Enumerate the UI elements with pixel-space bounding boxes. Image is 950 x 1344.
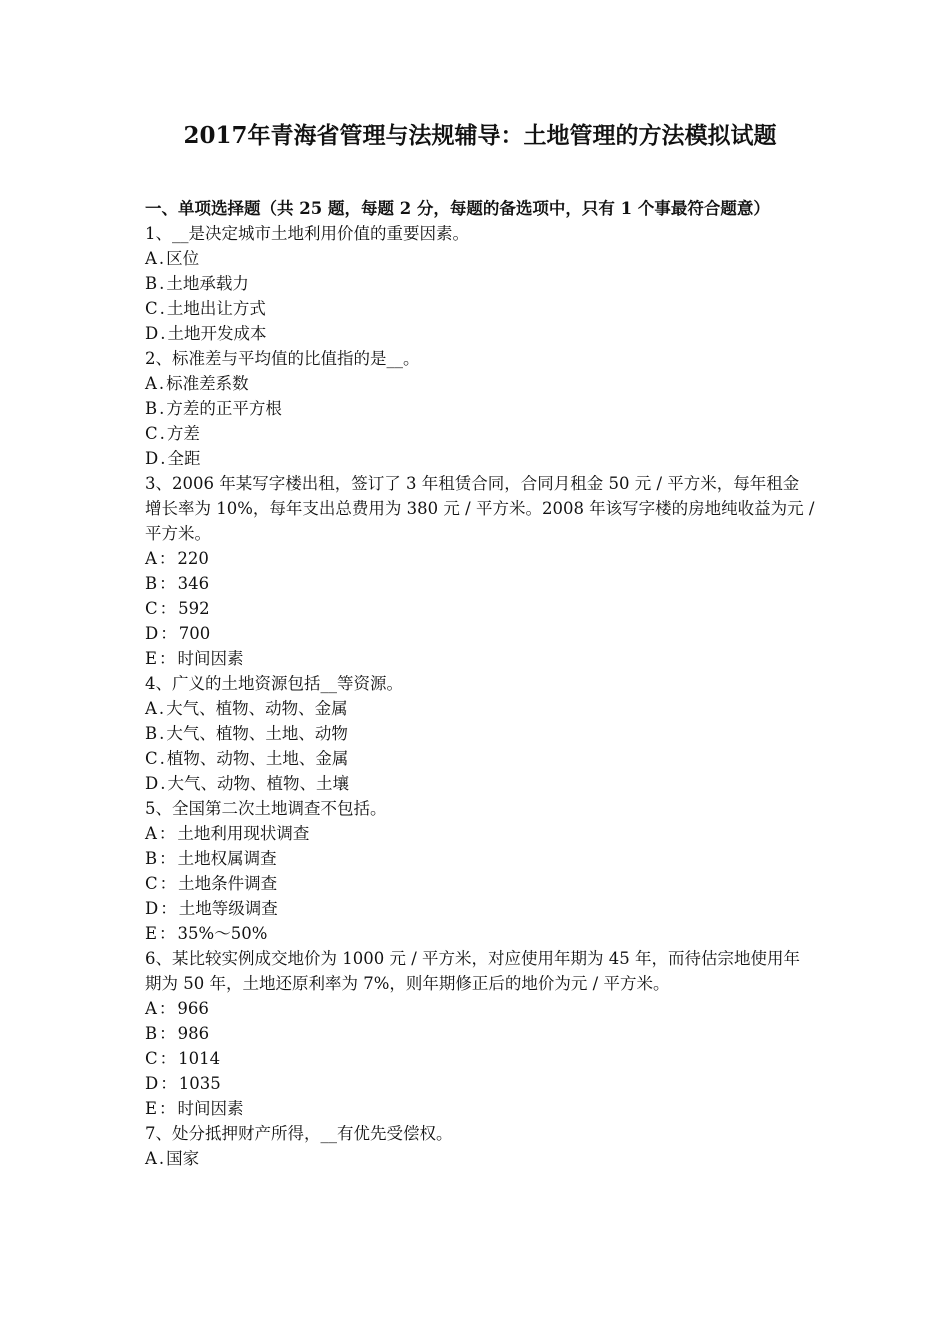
option-text: 方差 (166, 424, 200, 443)
option-letter: D (145, 774, 159, 793)
option-letter: A (145, 374, 157, 393)
question-stem: 4、广义的土地资源包括__等资源。 (145, 674, 403, 693)
option-text: 346 (177, 574, 210, 593)
option-text: 土地出让方式 (166, 299, 266, 318)
option-separator: . (158, 374, 165, 393)
option-separator: . (160, 324, 166, 343)
question-item (145, 346, 815, 471)
option-text: 土地条件调查 (178, 874, 278, 893)
option-text: 1014 (178, 1049, 221, 1068)
option-separator: . (160, 449, 166, 468)
option-separator: ： (160, 1074, 177, 1093)
answer-option (145, 246, 815, 271)
option-separator: ： (159, 599, 177, 618)
option-text: 植物、动物、土地、金属 (166, 749, 349, 768)
question-stem: 6、某比较实例成交地价为 1000 元 / 平方米，对应使用年期为 45 年，而待估宗地使用年期为 50 年，土地还原利率为 7%，则年期修正后的地价为元 / 平方米。 (145, 949, 801, 993)
answer-option (145, 396, 815, 421)
answer-option (145, 646, 815, 671)
option-text: 大气、植物、土地、动物 (166, 724, 348, 743)
option-letter: C (145, 424, 158, 443)
option-letter: D (145, 899, 159, 918)
option-separator: . (159, 274, 165, 293)
option-separator: ： (159, 574, 176, 593)
answer-option (145, 696, 815, 721)
question-stem: 7、处分抵押财产所得，__有优先受偿权。 (145, 1124, 453, 1143)
answer-option (145, 1096, 815, 1121)
section-heading: 一、单项选择题（共 25 题，每题 2 分，每题的备选项中，只有 1 个事最符合题意） (145, 199, 770, 218)
option-letter: A (145, 999, 157, 1018)
document-title: 2017年青海省管理与法规辅导：土地管理的方法模拟试题 (183, 122, 777, 149)
option-letter: E (145, 1099, 158, 1118)
option-letter: A (145, 699, 157, 718)
question-item (145, 471, 815, 671)
option-letter: A (145, 824, 157, 843)
answer-option (145, 996, 815, 1021)
option-text: 966 (177, 999, 209, 1018)
option-text: 35%～50% (177, 924, 268, 943)
option-separator: ： (159, 1024, 176, 1043)
option-letter: B (145, 574, 158, 593)
option-letter: A (145, 1149, 157, 1168)
question-stem: 3、2006 年某写字楼出租，签订了 3 年租赁合同，合同月租金 50 元 / 平方米，每年租金增长率为 10%，每年支出总费用为 380 元 / 平方米。2008 年该写字楼的房地纯收益为元 / 平方米。 (145, 474, 815, 543)
option-letter: C (145, 749, 158, 768)
question-item (145, 1121, 815, 1171)
option-text: 时间因素 (177, 649, 244, 668)
answer-option (145, 546, 815, 571)
option-text: 国家 (166, 1149, 200, 1168)
option-letter: D (145, 449, 159, 468)
option-separator: ： (159, 649, 176, 668)
question-stem: 2、标准差与平均值的比值指的是__。 (145, 349, 420, 368)
option-separator: . (158, 699, 165, 718)
option-separator: . (159, 399, 165, 418)
option-letter: B (145, 274, 158, 293)
question-item (145, 221, 815, 346)
answer-option (145, 1146, 815, 1171)
answer-option (145, 446, 815, 471)
option-letter: B (145, 1024, 158, 1043)
option-text: 标准差系数 (166, 374, 249, 393)
answer-option (145, 1021, 815, 1046)
answer-option (145, 846, 815, 871)
option-separator: . (159, 299, 165, 318)
option-separator: ： (158, 999, 176, 1018)
document-page (145, 120, 815, 1171)
answer-option (145, 321, 815, 346)
option-letter: E (145, 924, 158, 943)
answer-option (145, 921, 815, 946)
option-text: 1035 (178, 1074, 221, 1093)
option-text: 方差的正平方根 (166, 399, 282, 418)
question-stem: 5、全国第二次土地调查不包括。 (145, 799, 387, 818)
question-item (145, 796, 815, 946)
option-separator: ： (159, 924, 176, 943)
option-letter: D (145, 624, 159, 643)
option-separator: . (159, 724, 165, 743)
answer-option (145, 621, 815, 646)
option-letter: B (145, 849, 158, 868)
option-text: 986 (177, 1024, 210, 1043)
answer-option (145, 746, 815, 771)
answer-option (145, 371, 815, 396)
answer-option (145, 271, 815, 296)
option-text: 土地承载力 (166, 274, 249, 293)
option-separator: ： (159, 849, 176, 868)
question-stem: 1、__是决定城市土地利用价值的重要因素。 (145, 224, 469, 243)
option-letter: C (145, 874, 158, 893)
option-text: 全距 (167, 449, 201, 468)
answer-option (145, 821, 815, 846)
option-separator: ： (159, 1099, 176, 1118)
option-text: 时间因素 (177, 1099, 244, 1118)
option-text: 700 (178, 624, 211, 643)
option-letter: C (145, 599, 158, 618)
option-separator: ： (158, 549, 176, 568)
option-letter: D (145, 324, 159, 343)
option-text: 土地开发成本 (167, 324, 267, 343)
question-list (145, 221, 815, 1171)
answer-option (145, 571, 815, 596)
option-letter: D (145, 1074, 159, 1093)
option-separator: . (158, 249, 165, 268)
option-separator: . (158, 1149, 165, 1168)
option-letter: B (145, 399, 158, 418)
option-text: 土地等级调查 (178, 899, 278, 918)
answer-option (145, 721, 815, 746)
option-separator: . (160, 774, 166, 793)
option-text: 区位 (166, 249, 200, 268)
option-separator: . (159, 749, 165, 768)
answer-option (145, 896, 815, 921)
option-letter: A (145, 249, 157, 268)
answer-option (145, 1071, 815, 1096)
answer-option (145, 871, 815, 896)
option-separator: ： (159, 874, 177, 893)
option-letter: C (145, 299, 158, 318)
answer-option (145, 596, 815, 621)
option-letter: B (145, 724, 158, 743)
option-text: 592 (178, 599, 210, 618)
option-text: 大气、植物、动物、金属 (166, 699, 348, 718)
answer-option (145, 771, 815, 796)
option-separator: ： (160, 624, 177, 643)
option-text: 土地权属调查 (177, 849, 277, 868)
option-letter: C (145, 1049, 158, 1068)
option-separator: . (159, 424, 165, 443)
question-item (145, 946, 815, 1121)
option-letter: A (145, 549, 157, 568)
option-separator: ： (159, 1049, 177, 1068)
option-text: 220 (177, 549, 209, 568)
option-text: 大气、动物、植物、土壤 (167, 774, 349, 793)
option-letter: E (145, 649, 158, 668)
option-text: 土地利用现状调查 (177, 824, 310, 843)
option-separator: ： (160, 899, 177, 918)
question-item (145, 671, 815, 796)
answer-option (145, 296, 815, 321)
answer-option (145, 1046, 815, 1071)
option-separator: ： (158, 824, 176, 843)
answer-option (145, 421, 815, 446)
